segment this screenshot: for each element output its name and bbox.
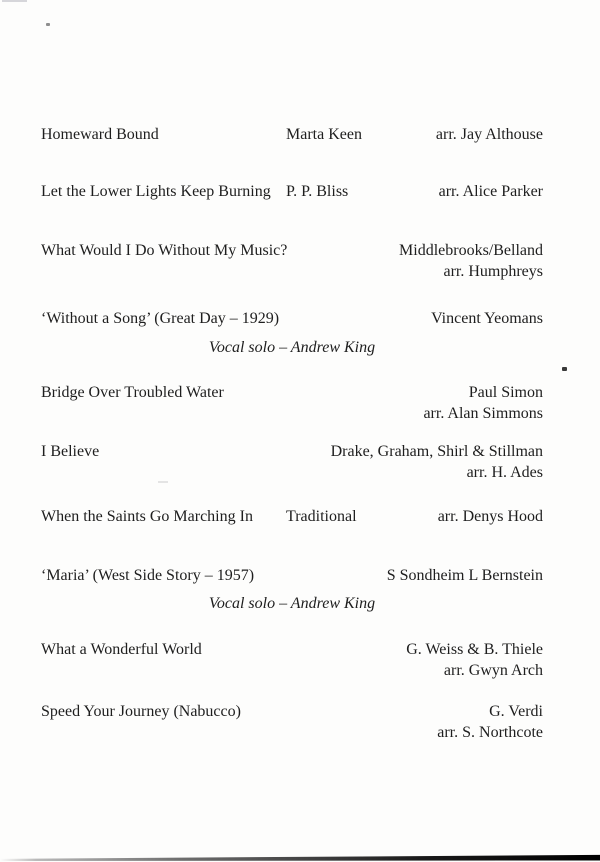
arranger-line: arr. Humphreys: [443, 263, 543, 280]
piece-title: I Believe: [41, 443, 100, 460]
arranger-line: arr. H. Ades: [466, 464, 543, 481]
piece-title: Homeward Bound: [41, 126, 159, 143]
arranger-line: arr. Alice Parker: [438, 183, 543, 200]
composer-name: Middlebrooks/Belland: [399, 242, 543, 259]
composer-name: Drake, Graham, Shirl & Stillman: [330, 443, 543, 460]
piece-title: Speed Your Journey (Nabucco): [41, 703, 241, 720]
arranger-block: [331, 441, 543, 483]
vocal-solo-note: Vocal solo – Andrew King: [208, 595, 376, 612]
arranger-line: arr. Alan Simmons: [423, 405, 543, 422]
arranger-block: [437, 701, 543, 743]
composer-name: G. Weiss & B. Thiele: [406, 641, 543, 658]
composer-name: Traditional: [286, 508, 357, 525]
composer-name: G. Verdi: [489, 703, 543, 720]
piece-title: Let the Lower Lights Keep Burning: [41, 183, 271, 200]
scan-artifact-dot: [46, 23, 50, 26]
scan-artifact-speck: [562, 367, 567, 371]
arranger-block: [406, 639, 543, 681]
piece-title: What Would I Do Without My Music?: [41, 242, 288, 259]
composer-name: Marta Keen: [286, 126, 362, 143]
composer-name: Vincent Yeomans: [431, 310, 543, 327]
arranger-block: [399, 240, 543, 282]
piece-title: When the Saints Go Marching In: [41, 508, 253, 525]
piece-title: Bridge Over Troubled Water: [41, 384, 224, 401]
piece-title: ‘Maria’ (West Side Story – 1957): [41, 567, 255, 584]
composer-name: Paul Simon: [468, 384, 543, 401]
piece-title: What a Wonderful World: [41, 641, 202, 658]
vocal-solo-note: Vocal solo – Andrew King: [208, 339, 376, 356]
arranger-line: arr. Gwyn Arch: [443, 662, 543, 679]
scan-edge-shadow: [0, 854, 600, 861]
arranger-block: [423, 382, 543, 424]
arranger-line: arr. Denys Hood: [437, 508, 543, 525]
composer-name: S Sondheim L Bernstein: [386, 567, 543, 584]
piece-title: ‘Without a Song’ (Great Day – 1929): [41, 310, 280, 327]
arranger-line: arr. S. Northcote: [437, 724, 543, 741]
scan-artifact-smudge: [158, 481, 168, 483]
scan-artifact-top-line: [2, 0, 27, 2]
composer-name: P. P. Bliss: [286, 183, 349, 200]
arranger-line: arr. Jay Althouse: [435, 126, 543, 143]
